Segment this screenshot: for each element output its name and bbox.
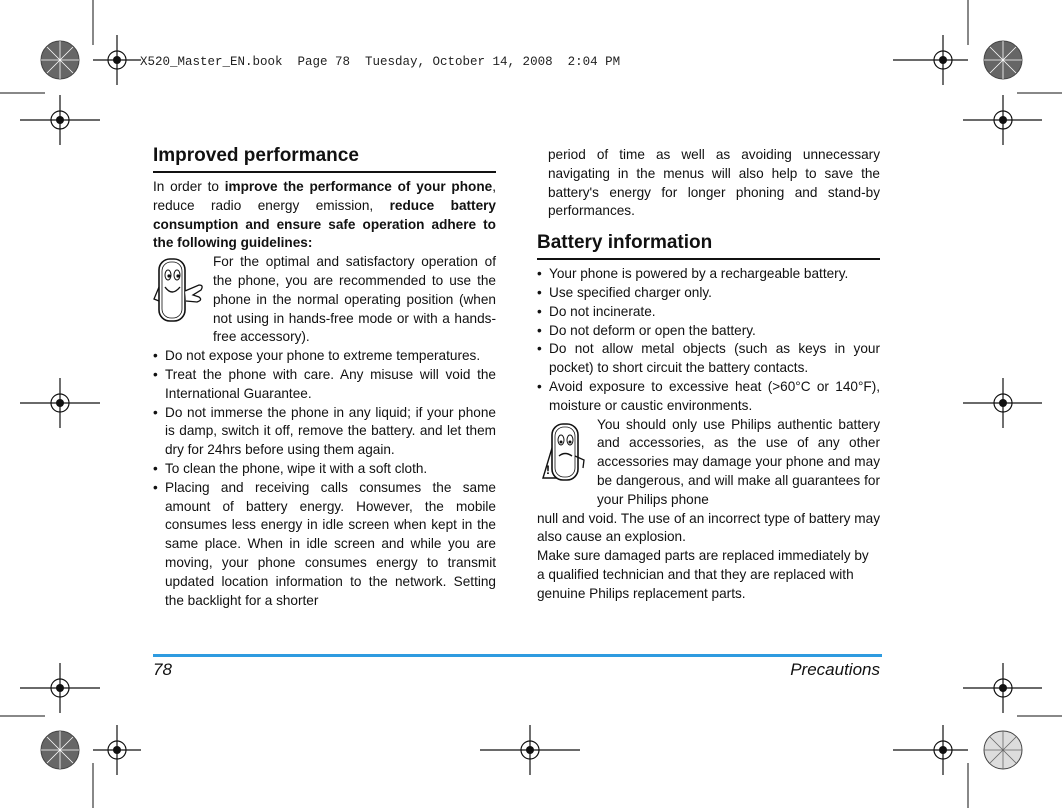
footer-rule [153,654,882,657]
heading-improved-performance: Improved performance [153,144,496,173]
battery-list [537,265,880,415]
left-column [153,144,496,610]
smiling-phone-icon [153,253,207,327]
precautions-list [153,347,496,610]
list-item: • Your phone is powered by a rechargeable battery. [537,265,880,284]
list-item: • Avoid exposure to excessive heat (>60°C or 140°F), moisture or caustic environments. [537,378,880,416]
final-paragraph: Make sure damaged parts are replaced immediately by a qualified technician and that they are replaced with genuine Philips replacement parts. [537,548,869,601]
list-item: • Treat the phone with care. Any misuse will void the International Guarantee. [153,366,496,404]
section-title: Precautions [790,660,880,679]
print-slug: X520_Master_EN.book Page 78 Tuesday, October 14, 2008 2:04 PM [140,55,621,69]
tip-block [153,253,496,347]
list-item: • Do not immerse the phone in any liquid; if your phone is damp, switch it off, remove the battery. and let them dry for 24hrs before using them again. [153,404,496,460]
list-item: • To clean the phone, wipe it with a soft cloth. [153,460,496,479]
list-item: • Placing and receiving calls consumes the same amount of battery energy. However, the mobile consumes less energy in idle screen when kept in the same place. When in idle screen and while you are moving, your phone consumes energy to transmit updated location information to the network. Setting the backlight for a shorter [153,479,496,611]
list-item: • Do not deform or open the battery. [537,322,880,341]
warning-phone-icon [537,416,591,490]
intro-paragraph: In order to improve the performance of your phone, reduce radio energy emission, reduce battery consumption and ensure safe operation adhere to the following guidelines: [153,179,496,251]
list-item: • Do not allow metal objects (such as keys in your pocket) to short circuit the battery contacts. [537,340,880,378]
warning-text: You should only use Philips authentic battery and accessories, as the use of any other accessories may damage your phone and may be dangerous, and will make all guarantees for your Philips phone [597,416,880,507]
right-column [537,146,880,604]
page-number: 78 [153,660,172,679]
heading-battery-information: Battery information [537,231,880,260]
tip-text: For the optimal and satisfactory operation of the phone, you are recommended to use the phone in the normal operating position (when not using in hands-free mode or with a hands-free accessory). [213,254,496,345]
continued-paragraph: period of time as well as avoiding unnecessary navigating in the menus will also help to save the battery's energy for longer phoning and stand-by performances. [548,147,880,219]
list-item: • Do not incinerate. [537,303,880,322]
svg-text:!: ! [546,462,550,477]
list-item: • Do not expose your phone to extreme temperatures. [153,347,496,366]
warning-block [537,416,880,510]
warning-continued: null and void. The use of an incorrect type of battery may also cause an explosion. [537,510,880,545]
list-item: • Use specified charger only. [537,284,880,303]
